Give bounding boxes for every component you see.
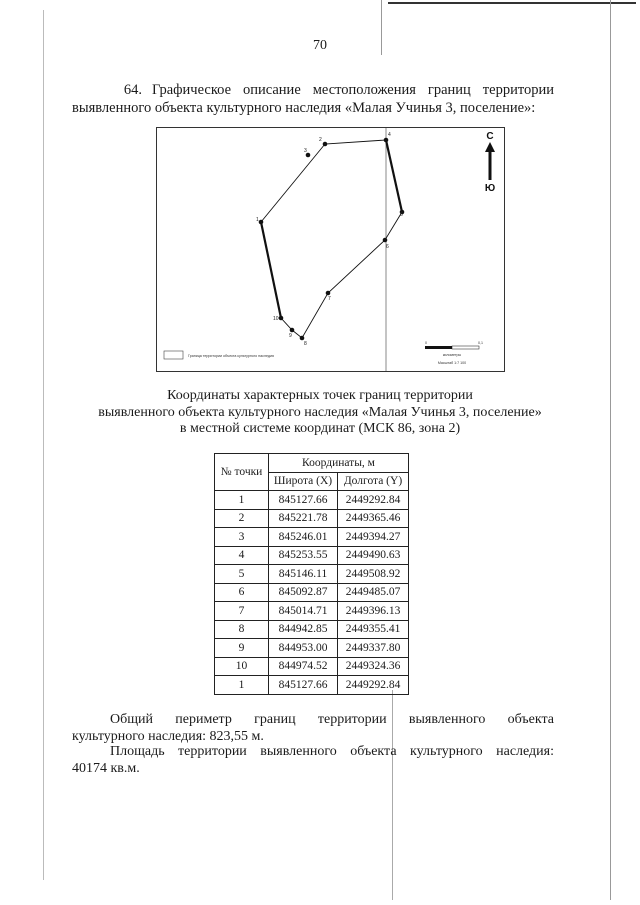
scan-line-right xyxy=(610,0,611,900)
cell-longitude: 2449292.84 xyxy=(338,676,409,695)
cell-latitude: 845146.11 xyxy=(269,565,338,584)
coordinates-table xyxy=(214,453,409,695)
cell-longitude: 2449490.63 xyxy=(338,546,409,565)
boundary-points xyxy=(259,138,405,341)
header-point-number: № точки xyxy=(215,454,269,491)
cell-point: 8 xyxy=(215,620,269,639)
legend-swatch xyxy=(164,351,183,359)
scale-label-end: 0,1 xyxy=(478,341,483,345)
scale-unit: километры xyxy=(442,353,462,357)
cell-latitude: 844953.00 xyxy=(269,639,338,658)
scale-bar-dark xyxy=(425,346,452,349)
cell-latitude: 845092.87 xyxy=(269,583,338,602)
cell-longitude: 2449394.27 xyxy=(338,528,409,547)
point-label-10: 10 xyxy=(273,316,279,322)
scale-ratio: Масштаб 1:7 100 xyxy=(437,361,467,365)
table-row xyxy=(215,509,409,528)
cell-point: 6 xyxy=(215,583,269,602)
boundary-point-9 xyxy=(290,328,295,333)
legend-text: Граница территории объекта культурного наследия xyxy=(188,354,274,358)
coordinates-title-line-2: выявленного объекта культурного наследия «Малая Учинья 3, поселение» xyxy=(98,404,542,420)
cell-longitude: 2449485.07 xyxy=(338,583,409,602)
perimeter-line-1: Общий периметр границ территории выявленного объекта xyxy=(110,712,554,727)
point-label-6: 6 xyxy=(386,244,389,250)
boundary-point-4 xyxy=(384,138,389,143)
coordinates-title-line-1: Координаты характерных точек границ территории xyxy=(167,388,473,403)
cell-latitude: 845221.78 xyxy=(269,509,338,528)
scale-bar xyxy=(425,341,483,365)
heading-line-1: Графическое описание местоположения границ территории xyxy=(152,82,554,98)
table-row xyxy=(215,620,409,639)
table-row xyxy=(215,546,409,565)
boundary-point-8 xyxy=(300,336,305,341)
boundary-edge-4-5 xyxy=(386,140,402,212)
coordinates-table-body xyxy=(215,491,409,695)
cell-point: 10 xyxy=(215,657,269,676)
area-line-2: 40174 кв.м. xyxy=(72,761,140,776)
cell-latitude: 845014.71 xyxy=(269,602,338,621)
cell-latitude: 844942.85 xyxy=(269,620,338,639)
cell-longitude: 2449508.92 xyxy=(338,565,409,584)
perimeter-line-2: культурного наследия: 823,55 м. xyxy=(72,729,264,744)
cell-latitude: 845127.66 xyxy=(269,491,338,510)
table-row xyxy=(215,657,409,676)
cell-point: 2 xyxy=(215,509,269,528)
boundary-point-7 xyxy=(326,291,331,296)
cell-longitude: 2449292.84 xyxy=(338,491,409,510)
point-label-2: 2 xyxy=(319,137,322,143)
coordinates-title-line-3: в местной системе координат (МСК 86, зона 2) xyxy=(179,421,461,436)
scan-line-left xyxy=(43,10,44,880)
header-coordinates: Координаты, м xyxy=(269,454,409,473)
cell-longitude: 2449324.36 xyxy=(338,657,409,676)
north-arrow-head xyxy=(485,142,495,152)
scale-bar-light xyxy=(452,346,479,349)
south-label: Ю xyxy=(484,183,496,194)
cell-point: 7 xyxy=(215,602,269,621)
header-longitude: Долгота (Y) xyxy=(338,472,409,491)
scan-line-top xyxy=(388,2,636,4)
boundary-map xyxy=(156,127,505,372)
table-row xyxy=(215,583,409,602)
point-label-3: 3 xyxy=(304,148,307,154)
boundary-point-1 xyxy=(259,220,264,225)
cell-point: 1 xyxy=(215,491,269,510)
table-row xyxy=(215,528,409,547)
cell-longitude: 2449365.46 xyxy=(338,509,409,528)
cell-point: 4 xyxy=(215,546,269,565)
scale-label-0: 0 xyxy=(425,341,427,345)
cell-longitude: 2449396.13 xyxy=(338,602,409,621)
perimeter-paragraph xyxy=(72,711,554,745)
cell-longitude: 2449337.80 xyxy=(338,639,409,658)
header-latitude: Широта (X) xyxy=(269,472,338,491)
point-label-9: 9 xyxy=(289,333,292,339)
point-label-7: 7 xyxy=(328,296,331,302)
table-row xyxy=(215,676,409,695)
cell-latitude: 845246.01 xyxy=(269,528,338,547)
page-number: 70 xyxy=(313,38,327,53)
point-label-8: 8 xyxy=(304,341,307,347)
table-row xyxy=(215,602,409,621)
boundary-point-6 xyxy=(383,238,388,243)
cell-latitude: 845127.66 xyxy=(269,676,338,695)
map-svg xyxy=(157,128,504,371)
heading-line-2: выявленного объекта культурного наследия «Малая Учинья 3, поселение»: xyxy=(72,100,536,116)
cell-latitude: 845253.55 xyxy=(269,546,338,565)
cell-point: 5 xyxy=(215,565,269,584)
cell-point: 9 xyxy=(215,639,269,658)
boundary-point-10 xyxy=(279,316,284,321)
area-paragraph xyxy=(72,743,554,777)
north-label: С xyxy=(486,131,494,142)
point-label-4: 4 xyxy=(388,132,391,138)
boundary-polygon xyxy=(261,140,402,338)
cell-point: 3 xyxy=(215,528,269,547)
table-row xyxy=(215,491,409,510)
table-row xyxy=(215,639,409,658)
map-legend xyxy=(164,351,274,359)
boundary-point-2 xyxy=(323,142,328,147)
point-label-5: 5 xyxy=(400,212,403,218)
boundary-edge-1-10 xyxy=(261,222,281,318)
area-line-1: Площадь территории выявленного объекта культурного наследия: xyxy=(110,744,554,759)
coordinates-title xyxy=(60,388,580,438)
table-row xyxy=(215,565,409,584)
section-heading xyxy=(72,81,554,117)
cell-point: 1 xyxy=(215,676,269,695)
cell-latitude: 844974.52 xyxy=(269,657,338,676)
point-label-1: 1 xyxy=(256,217,259,223)
section-number: 64. xyxy=(123,82,142,98)
north-arrow xyxy=(485,131,495,194)
cell-longitude: 2449355.41 xyxy=(338,620,409,639)
